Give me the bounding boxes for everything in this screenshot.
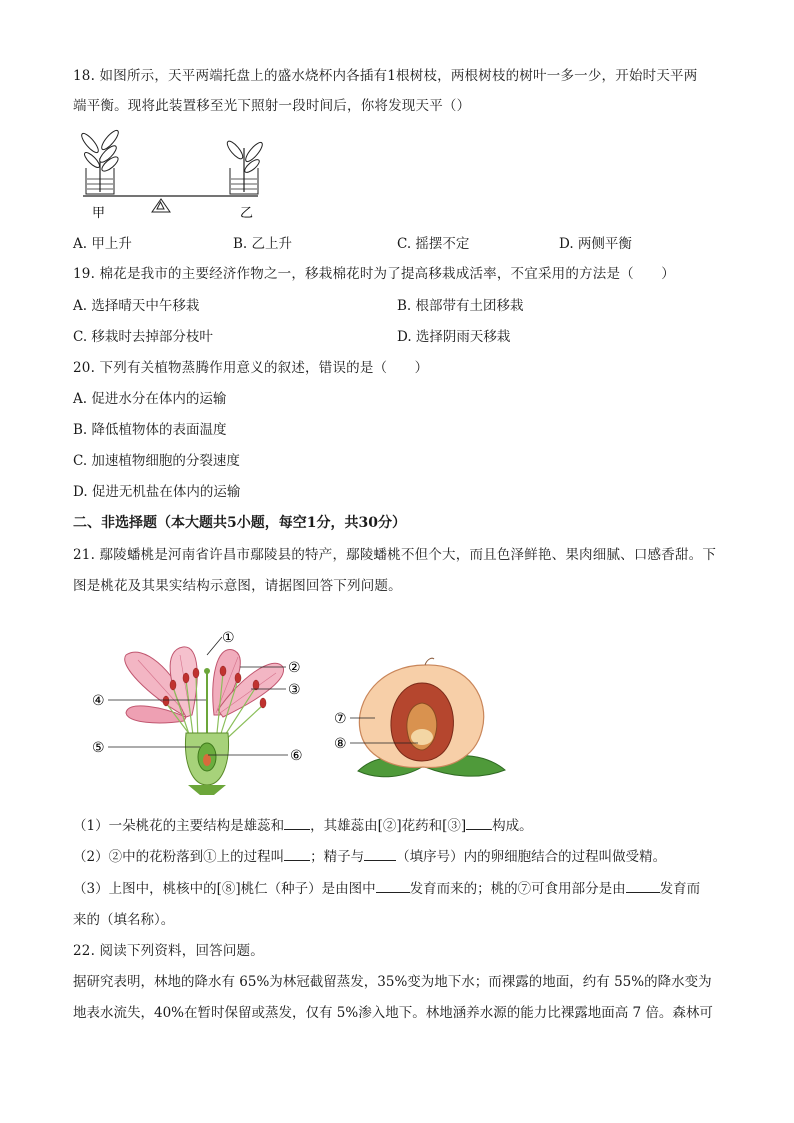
q22-para-line1: 据研究表明，林地的降水有 65%为林冠截留蒸发，35%变为地下水；而裸露的地面，约有 55%的降水变为 [73, 974, 712, 990]
q21-sub3-part-b: 发育而来的；桃的⑦可食用部分是由 [409, 881, 626, 897]
q21-sub3-part-a: （3）上图中，桃核中的[⑧]桃仁（种子）是由图中 [73, 881, 376, 897]
label-8: ⑧ [334, 736, 347, 752]
answer-blank[interactable] [626, 880, 660, 893]
q19-option-a: A. 选择晴天中午移栽 [73, 298, 200, 314]
answer-blank[interactable] [466, 817, 492, 830]
q21-sub2-part-b: ；精子与 [310, 849, 365, 865]
q18-option-d: D. 两侧平衡 [559, 236, 632, 252]
q18-option-a: A. 甲上升 [73, 236, 132, 252]
answer-blank[interactable] [284, 848, 310, 861]
peach-flower-diagram [88, 625, 318, 795]
q19-option-b: B. 根部带有土团移栽 [397, 298, 524, 314]
q18-stem-line1: 18. 如图所示，天平两端托盘上的盛水烧杯内各插有1根树枝，两根树枝的树叶一多一少，开始时天平两 [73, 68, 698, 84]
q20-option-c: C. 加速植物细胞的分裂速度 [73, 453, 240, 469]
section-heading: 二、非选择题（本大题共5小题，每空1分，共30分） [73, 515, 406, 531]
q21-sub1-part-c: 构成。 [492, 818, 533, 834]
label-1: ① [222, 630, 235, 646]
q20-stem: 20. 下列有关植物蒸腾作用意义的叙述，错误的是（ ） [73, 360, 429, 376]
q20-option-b: B. 降低植物体的表面温度 [73, 422, 227, 438]
label-4: ④ [92, 693, 105, 709]
q20-option-a: A. 促进水分在体内的运输 [73, 391, 227, 407]
q21-sub3-part-c: 发育而 [659, 881, 701, 897]
q18-option-c: C. 摇摆不定 [397, 236, 470, 252]
q21-sub1-part-b: ，其雄蕊由[②]花药和[③] [310, 818, 467, 834]
answer-blank[interactable] [284, 817, 310, 830]
answer-blank[interactable] [376, 880, 410, 893]
q21-stem-line1: 21. 鄢陵蟠桃是河南省许昌市鄢陵县的特产，鄢陵蟠桃不但个大，而且色泽鲜艳、果肉细腻、口感香甜。下 [73, 547, 717, 563]
q18-option-b: B. 乙上升 [233, 236, 293, 252]
peach-fruit-diagram [330, 655, 510, 780]
label-6: ⑥ [290, 748, 303, 764]
q21-stem-line2: 图是桃花及其果实结构示意图，请据图回答下列问题。 [73, 578, 402, 594]
q21-sub1-part-a: （1）一朵桃花的主要结构是雄蕊和 [73, 818, 285, 834]
q19-stem: 19. 棉花是我市的主要经济作物之一，移栽棉花时为了提高移栽成活率，不宜采用的方法是（ ） [73, 266, 675, 282]
q21-sub2 [73, 847, 666, 867]
q21-sub1 [73, 816, 533, 836]
answer-blank[interactable] [364, 848, 396, 861]
label-3: ③ [288, 682, 301, 698]
q22-stem: 22. 阅读下列资料，回答问题。 [73, 943, 264, 959]
q19-option-c: C. 移栽时去掉部分枝叶 [73, 329, 213, 345]
q21-sub3-cont: 来的（填名称）。 [73, 912, 175, 928]
q20-option-d: D. 促进无机盐在体内的运输 [73, 484, 241, 500]
q18-stem-line2: 端平衡。现将此装置移至光下照射一段时间后，你将发现天平（） [73, 98, 471, 114]
q21-sub3 [73, 879, 700, 899]
label-2: ② [288, 660, 301, 676]
label-7: ⑦ [334, 711, 347, 727]
q21-sub2-part-a: （2）②中的花粉落到①上的过程叫 [73, 849, 285, 865]
figure-label-jia: 甲 [92, 206, 106, 221]
figure-label-yi: 乙 [240, 206, 254, 221]
q22-para-line2: 地表水流失，40%在暂时保留或蒸发，仅有 5%渗入地下。林地涵养水源的能力比裸露地面高 7 倍。森林可 [73, 1005, 713, 1021]
q21-sub2-part-c: （填序号）内的卵细胞结合的过程叫做受精。 [396, 849, 667, 865]
balance-figure [70, 128, 270, 223]
label-5: ⑤ [92, 740, 105, 756]
q19-option-d: D. 选择阴雨天移栽 [397, 329, 511, 345]
